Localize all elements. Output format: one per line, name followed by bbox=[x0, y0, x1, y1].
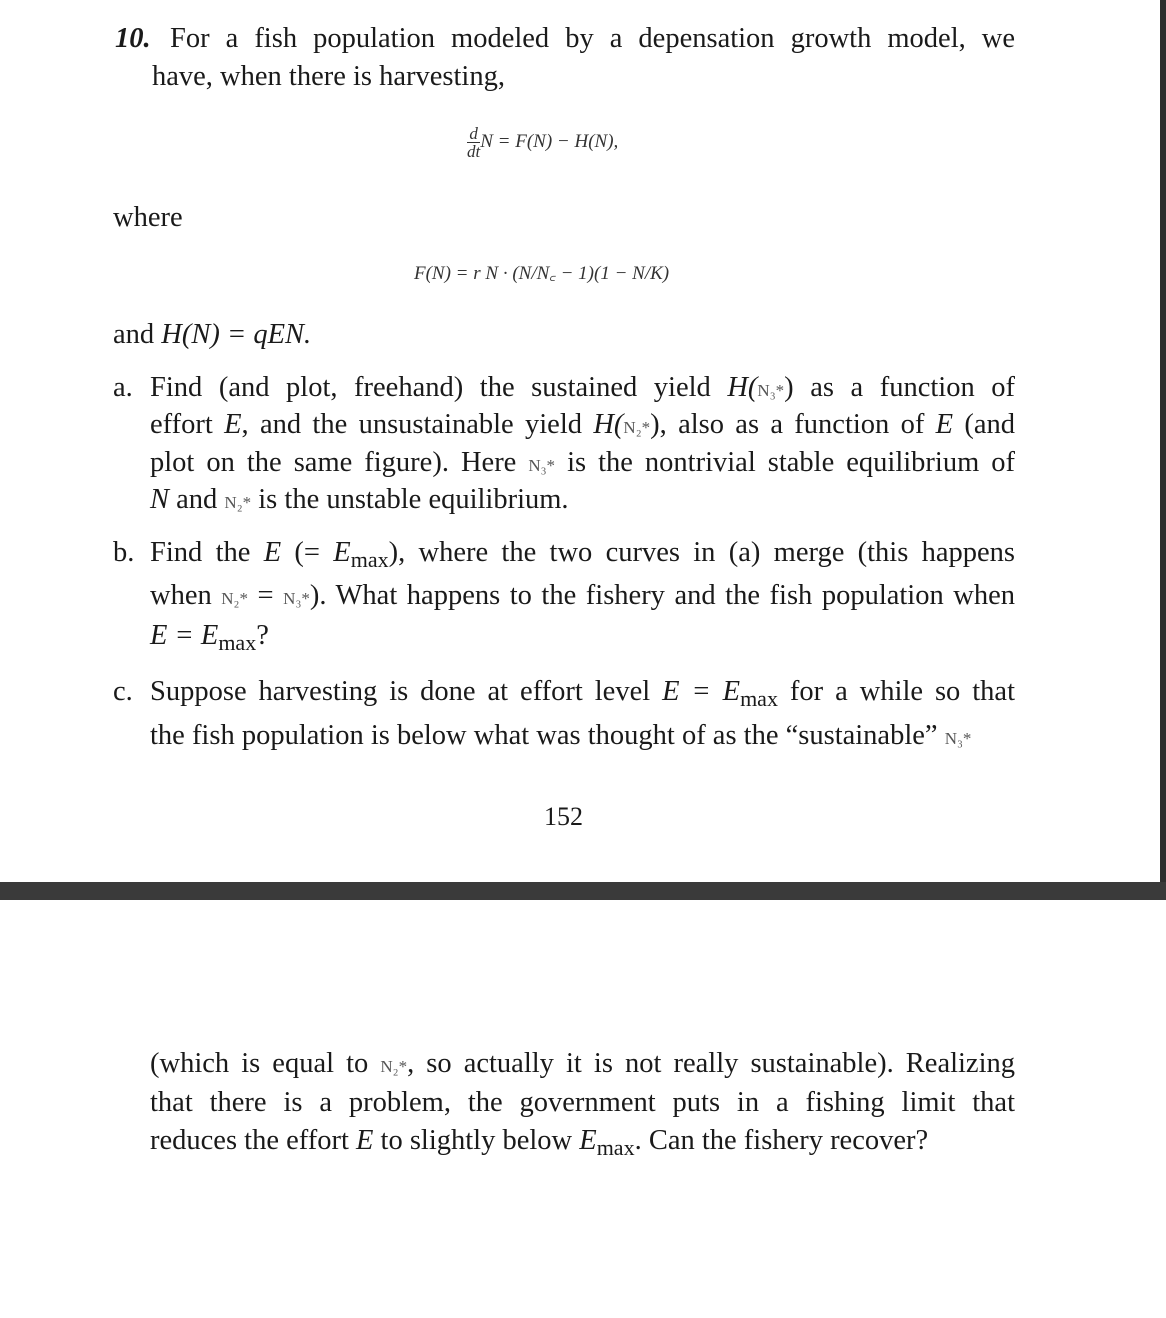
equation-growth: F(N) = r N · (N/N꜀ − 1)(1 − N/K) bbox=[414, 263, 670, 284]
page-number: 152 bbox=[544, 802, 583, 831]
part-c-label: c. bbox=[113, 676, 133, 707]
intro-line-1: For a fish population modeled by a depensation growth model, we bbox=[170, 23, 1015, 54]
continuation-line-3: reduces the effort E to slightly below $E_{max}$. Can the fishery recover? bbox=[150, 1125, 929, 1160]
part-a-label: a. bbox=[113, 372, 133, 403]
part-a-line-2: effort E, and the unsustainable yield H(N₂*), also as a function of E (and bbox=[150, 409, 1016, 440]
derivative-fraction: $\frac{d}{dt}$ bbox=[467, 124, 481, 162]
continuation-line-2: that there is a problem, the government puts in a fishing limit that bbox=[150, 1087, 1015, 1118]
page-separator bbox=[0, 882, 1166, 900]
part-b-line-1: Find the E (= $E_{max}$), where the two curves in (a) merge (this happens bbox=[150, 537, 1015, 572]
equation-dndt-rhs: N = F(N) − H(N), bbox=[480, 131, 619, 152]
harvest-equation: H(N) = qEN. bbox=[161, 319, 312, 350]
part-b-line-2: when N₂* = N₃*). What happens to the fishery and the fish population when bbox=[150, 580, 1015, 611]
harvest-definition: and H(N) = qEN. bbox=[113, 319, 312, 350]
part-a-line-1: Find (and plot, freehand) the sustained yield H(N₃*) as a function of bbox=[150, 372, 1015, 403]
equation-dndt bbox=[467, 122, 618, 162]
continuation-line-1: (which is equal to N₂*, so actually it is not really sustainable). Realizing bbox=[150, 1048, 1016, 1079]
part-c-line-2: the fish population is below what was thought of as the “sustainable” N₃* bbox=[150, 720, 972, 751]
part-b-label: b. bbox=[113, 537, 135, 568]
part-b-line-3: $E = E_{max}$? bbox=[150, 620, 269, 655]
intro-line-2: have, when there is harvesting, bbox=[152, 61, 505, 92]
where-label: where bbox=[113, 202, 183, 233]
part-a-line-4: N and N₂* is the unstable equilibrium. bbox=[150, 484, 569, 515]
page-edge-shadow bbox=[1160, 0, 1166, 882]
problem-number: 10. bbox=[115, 23, 151, 54]
part-c-line-1: Suppose harvesting is done at effort level $E = E_{max}$ for a while so that bbox=[150, 676, 1015, 711]
part-a-line-3: plot on the same figure). Here N₃* is the nontrivial stable equilibrium of bbox=[150, 447, 1015, 478]
